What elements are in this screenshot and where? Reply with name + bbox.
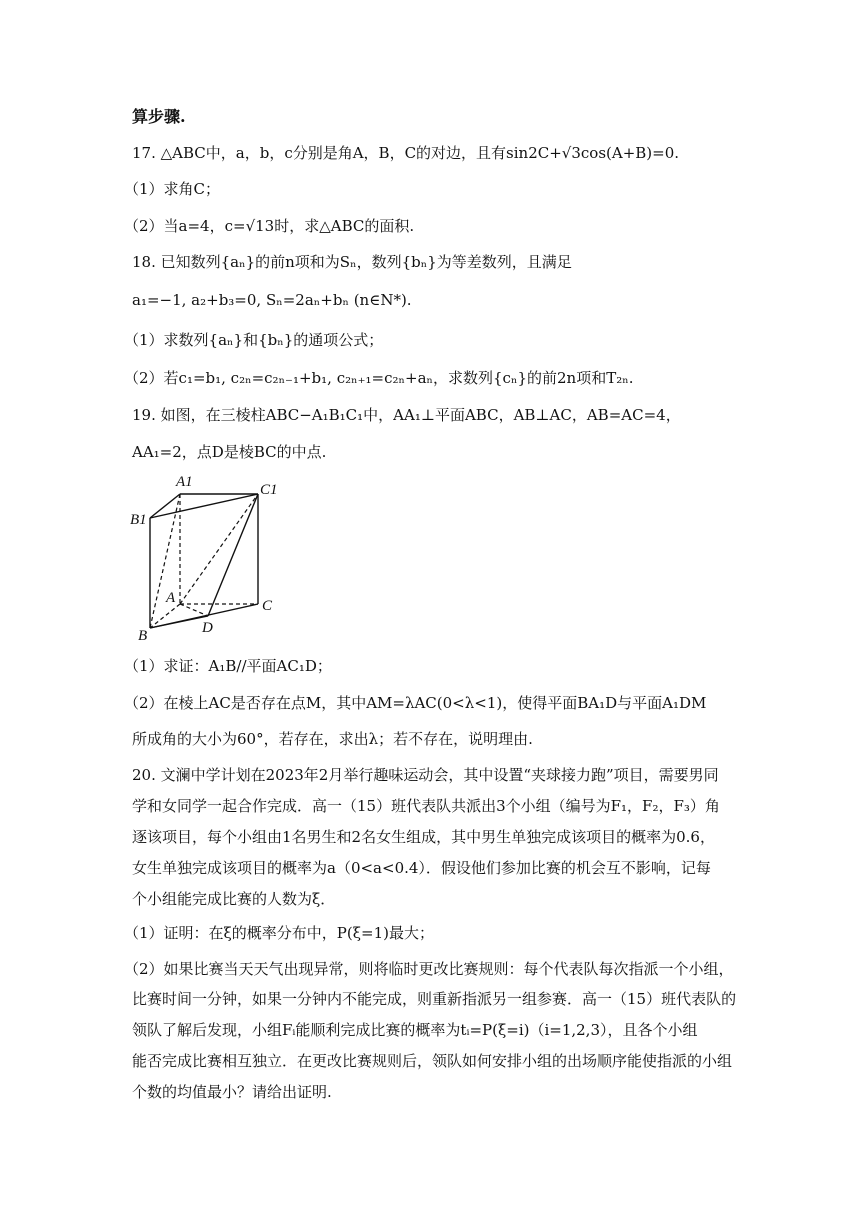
prism-figure (128, 470, 288, 645)
q20-part2-line3: 领队了解后发现，小组Fᵢ能顺利完成比赛的概率为tᵢ=P(ξ=i)（i=1,2,3），且各个小组 (132, 1021, 698, 1039)
label-A: A (166, 590, 176, 606)
q20-part2-line4: 能否完成比赛相互独立．在更改比赛规则后，领队如何安排小组的出场顺序能使指派的小组 (132, 1052, 733, 1070)
q20-part1: （1）证明：在ξ的概率分布中，P(ξ=1)最大； (124, 924, 434, 942)
q20-line3: 逐该项目，每个小组由1名男生和2名女生组成，其中男生单独完成该项目的概率为0.6， (132, 828, 715, 846)
q18-condition: a₁=−1, a₂+b₃=0, Sₙ=2aₙ+bₙ (n∈N*). (132, 291, 412, 309)
label-B: B (138, 628, 148, 644)
q19-part2-line2: 所成角的大小为60°，若存在，求出λ；若不存在，说明理由. (132, 730, 533, 748)
q17-stem: 17. △ABC中，a，b，c分别是角A，B，C的对边，且有sin2C+√3cos(A+B)=0. (132, 144, 680, 162)
q19-part1: （1）求证：A₁B//平面AC₁D； (124, 657, 332, 675)
q20-line4: 女生单独完成该项目的概率为a（0<a<0.4）．假设他们参加比赛的机会互不影响，记每 (132, 859, 711, 877)
q20-part2-line1: （2）如果比赛当天天气出现异常，则将临时更改比赛规则：每个代表队每次指派一个小组， (124, 960, 734, 978)
q17-part1: （1）求角C； (124, 180, 221, 198)
label-B1: B1 (130, 512, 147, 528)
q19-part2-line1: （2）在棱上AC是否存在点M，其中AM=λAC(0<λ<1)，使得平面BA₁D与平面A₁DM (124, 694, 707, 712)
label-D: D (202, 620, 213, 636)
q18-stem: 18. 已知数列{aₙ}的前n项和为Sₙ，数列{bₙ}为等差数列，且满足 (132, 253, 572, 271)
label-A1: A1 (176, 474, 193, 490)
q20-part2-line5: 个数的均值最小？请给出证明. (132, 1083, 332, 1101)
q18-part1: （1）求数列{aₙ}和{bₙ}的通项公式； (124, 331, 384, 349)
q19-stem-line1: 19. 如图，在三棱柱ABC−A₁B₁C₁中，AA₁⊥平面ABC，AB⊥AC，AB=AC=4， (132, 406, 681, 424)
q20-line2: 学和女同学一起合作完成．高一（15）班代表队共派出3个小组（编号为F₁，F₂，F₃）角 (132, 797, 720, 815)
q19-stem-line2: AA₁=2，点D是棱BC的中点. (132, 443, 327, 461)
q20-line5: 个小组能完成比赛的人数为ξ． (132, 890, 336, 908)
q20-line1: 20. 文澜中学计划在2023年2月举行趣味运动会，其中设置“夹球接力跑”项目，需要男同 (132, 766, 719, 784)
q20-part2-line2: 比赛时间一分钟，如果一分钟内不能完成，则重新指派另一组参赛．高一（15）班代表队的 (132, 990, 737, 1008)
label-C: C (262, 598, 273, 614)
header-tail: 算步骤. (132, 107, 186, 126)
q18-part2: （2）若c₁=b₁, c₂ₙ=c₂ₙ₋₁+b₁, c₂ₙ₊₁=c₂ₙ+aₙ，求数列{cₙ}的前2n项和T₂ₙ. (124, 369, 634, 387)
label-C1: C1 (260, 482, 278, 498)
q17-part2: （2）当a=4，c=√13时，求△ABC的面积. (124, 217, 415, 235)
